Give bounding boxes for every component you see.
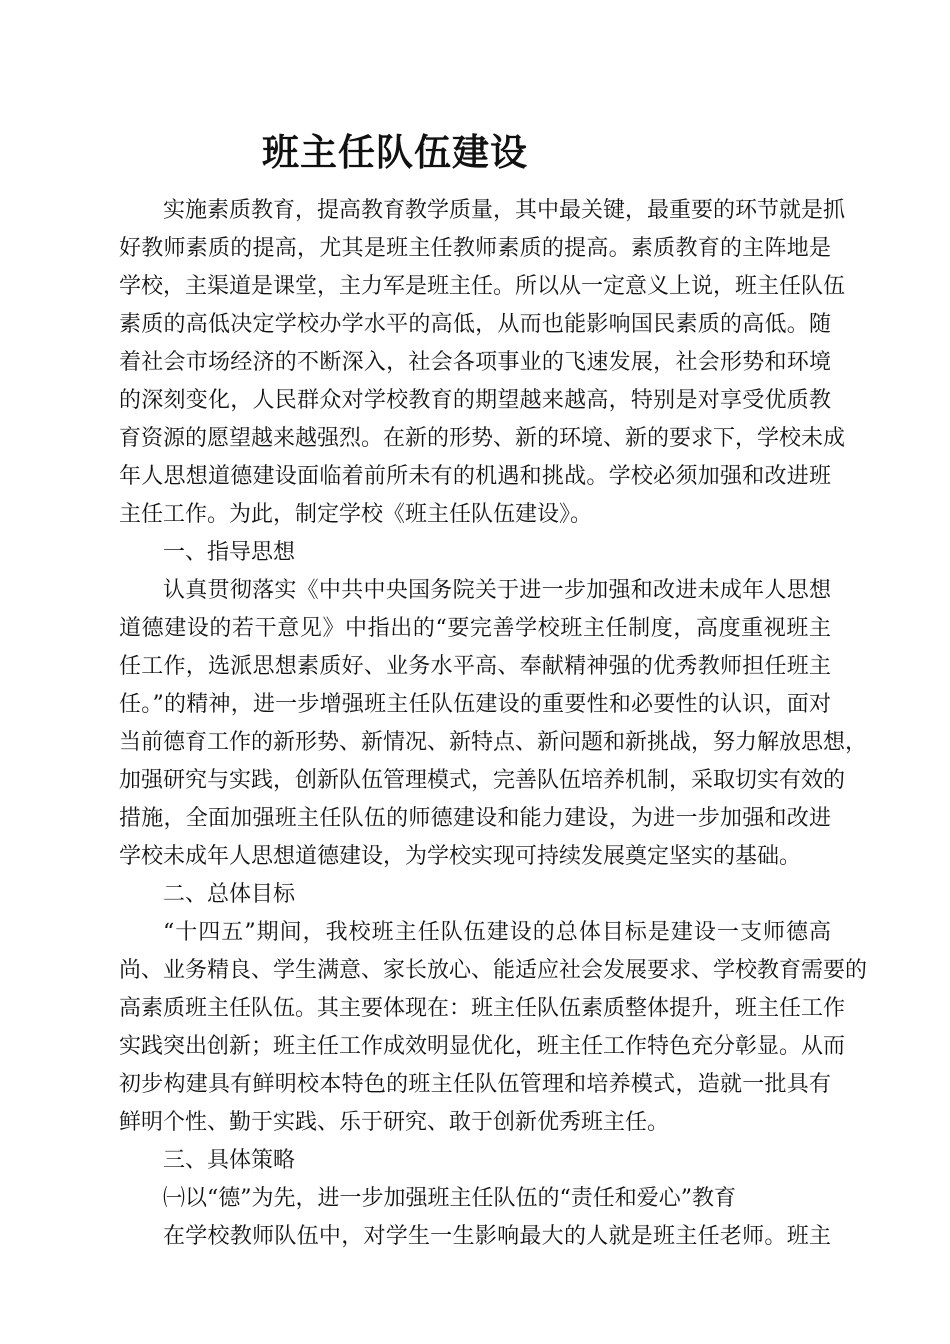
paragraph-line: 着社会市场经济的不断深入，社会各项事业的飞速发展，社会形势和环境 — [119, 350, 831, 375]
paragraph-line: 年人思想道德建设面临着前所未有的机遇和挑战。学校必须加强和改进班 — [119, 464, 831, 489]
paragraph-line: 的深刻变化，人民群众对学校教育的期望越来越高，特别是对享受优质教 — [119, 388, 831, 413]
paragraph-line: 鲜明个性、勤于实践、乐于研究、敢于创新优秀班主任。 — [119, 1110, 670, 1135]
paragraph-line: 加强研究与实践，创新队伍管理模式，完善队伍培养机制，采取切实有效的 — [119, 768, 846, 793]
paragraph-line: 素质的高低决定学校办学水平的高低，从而也能影响国民素质的高低。随 — [119, 312, 831, 337]
paragraph-line: 学校未成年人思想道德建设，为学校实现可持续发展奠定坚实的基础。 — [119, 844, 802, 869]
paragraph-line: 初步构建具有鲜明校本特色的班主任队伍管理和培养模式，造就一批具有 — [119, 1072, 831, 1097]
paragraph-line: 道德建设的若干意见》中指出的“要完善学校班主任制度，高度重视班主 — [119, 616, 831, 641]
paragraph-line: 认真贯彻落实《中共中央国务院关于进一步加强和改进未成年人思想 — [163, 578, 831, 603]
paragraph-line: 在学校教师队伍中，对学生一生影响最大的人就是班主任老师。班主 — [163, 1224, 831, 1249]
document-title: 班主任队伍建设 — [262, 131, 528, 174]
paragraph-line: “十四五”期间，我校班主任队伍建设的总体目标是建设一支师德高 — [163, 920, 831, 945]
paragraph-line: 好教师素质的提高，尤其是班主任教师素质的提高。素质教育的主阵地是 — [119, 236, 831, 261]
paragraph-line: 当前德育工作的新形势、新情况、新特点、新问题和新挑战，努力解放思想， — [119, 730, 868, 755]
paragraph-line: 任。”的精神，进一步增强班主任队伍建设的重要性和必要性的认识，面对 — [119, 692, 831, 717]
subsection-heading: ㈠以“德”为先，进一步加强班主任队伍的“责任和爱心”教育 — [163, 1186, 736, 1211]
section-heading: 一、指导思想 — [163, 540, 296, 565]
paragraph-line: 主任工作。为此，制定学校《班主任队伍建设》。 — [119, 502, 593, 527]
section-heading: 二、总体目标 — [163, 882, 296, 907]
paragraph-line: 实施素质教育，提高教育教学质量，其中最关键，最重要的环节就是抓 — [163, 198, 846, 223]
paragraph-line: 任工作，选派思想素质好、业务水平高、奉献精神强的优秀教师担任班主 — [119, 654, 831, 679]
paragraph-line: 尚、业务精良、学生满意、家长放心、能适应社会发展要求、学校教育需要的 — [119, 958, 868, 983]
paragraph-line: 实践突出创新；班主任工作成效明显优化，班主任工作特色充分彰显。从而 — [119, 1034, 846, 1059]
paragraph-line: 学校，主渠道是课堂，主力军是班主任。所以从一定意义上说，班主任队伍 — [119, 274, 846, 299]
section-heading: 三、具体策略 — [163, 1148, 296, 1173]
paragraph-line: 育资源的愿望越来越强烈。在新的形势、新的环境、新的要求下，学校未成 — [119, 426, 846, 451]
paragraph-line: 高素质班主任队伍。其主要体现在：班主任队伍素质整体提升，班主任工作 — [119, 996, 846, 1021]
paragraph-line: 措施，全面加强班主任队伍的师德建设和能力建设，为进一步加强和改进 — [119, 806, 831, 831]
